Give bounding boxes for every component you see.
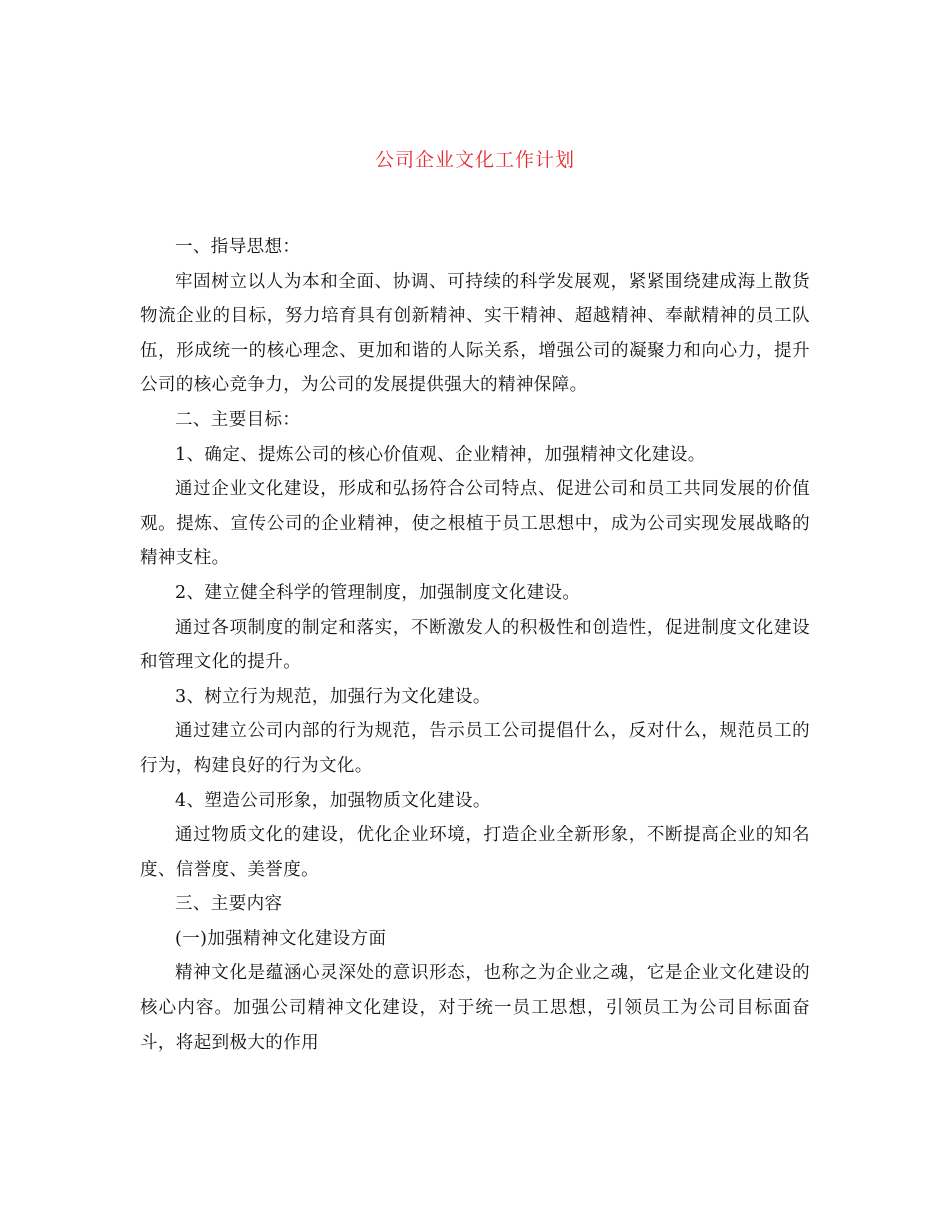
goal-paragraph-4: 通过物质文化的建设，优化企业环境，打造企业全新形象，不断提高企业的知名度、信誉度、美誉度。 [140, 825, 810, 880]
goal-paragraph-2: 通过各项制度的制定和落实，不断激发人的积极性和创造性，促进制度文化建设和管理文化的提升。 [140, 617, 810, 673]
section-heading-main-goals: 二、主要目标： [175, 409, 301, 430]
paragraph-spiritual-culture: 精神文化是蕴涵心灵深处的意识形态，也称之为企业之魂，它是企业文化建设的核心内容。加强公司精神文化建设，对于统一员工思想，引领员工为公司目标面奋斗，将起到极大的作用 [140, 963, 810, 1053]
goal-paragraph-1: 通过企业文化建设，形成和弘扬符合公司特点、促进公司和员工共同发展的价值观。提炼、宣传公司的企业精神，使之根植于员工思想中，成为公司实现发展战略的精神支柱。 [140, 479, 810, 569]
goal-item-1: 1、确定、提炼公司的核心价值观、企业精神，加强精神文化建设。 [175, 444, 706, 465]
goal-item-4: 4、塑造公司形象，加强物质文化建设。 [175, 790, 491, 811]
goal-item-3: 3、树立行为规范，加强行为文化建设。 [175, 686, 491, 707]
section-heading-main-content: 三、主要内容 [175, 894, 283, 915]
section-heading-guiding-ideology: 一、指导思想： [175, 237, 301, 257]
subsection-heading-spiritual-culture: (一)加强精神文化建设方面 [175, 928, 387, 949]
paragraph-guiding-ideology: 牢固树立以人为本和全面、协调、可持续的科学发展观，紧紧围绕建成海上散货物流企业的目标，努力培育具有创新精神、实干精神、超越精神、奉献精神的员工队伍，形成统一的核心理念、更加和谐的人际关系，增强公司的凝聚力和向心力，提升公司的核心竞争力，为公司的发展提供强大的精神保障。 [140, 271, 810, 396]
goal-item-2: 2、建立健全科学的管理制度，加强制度文化建设。 [175, 582, 581, 603]
goal-paragraph-3: 通过建立公司内部的行为规范，告示员工公司提倡什么，反对什么，规范员工的行为，构建良好的行为文化。 [140, 721, 810, 776]
document-body [140, 230, 810, 1060]
document-title: 公司企业文化工作计划 [374, 149, 575, 171]
